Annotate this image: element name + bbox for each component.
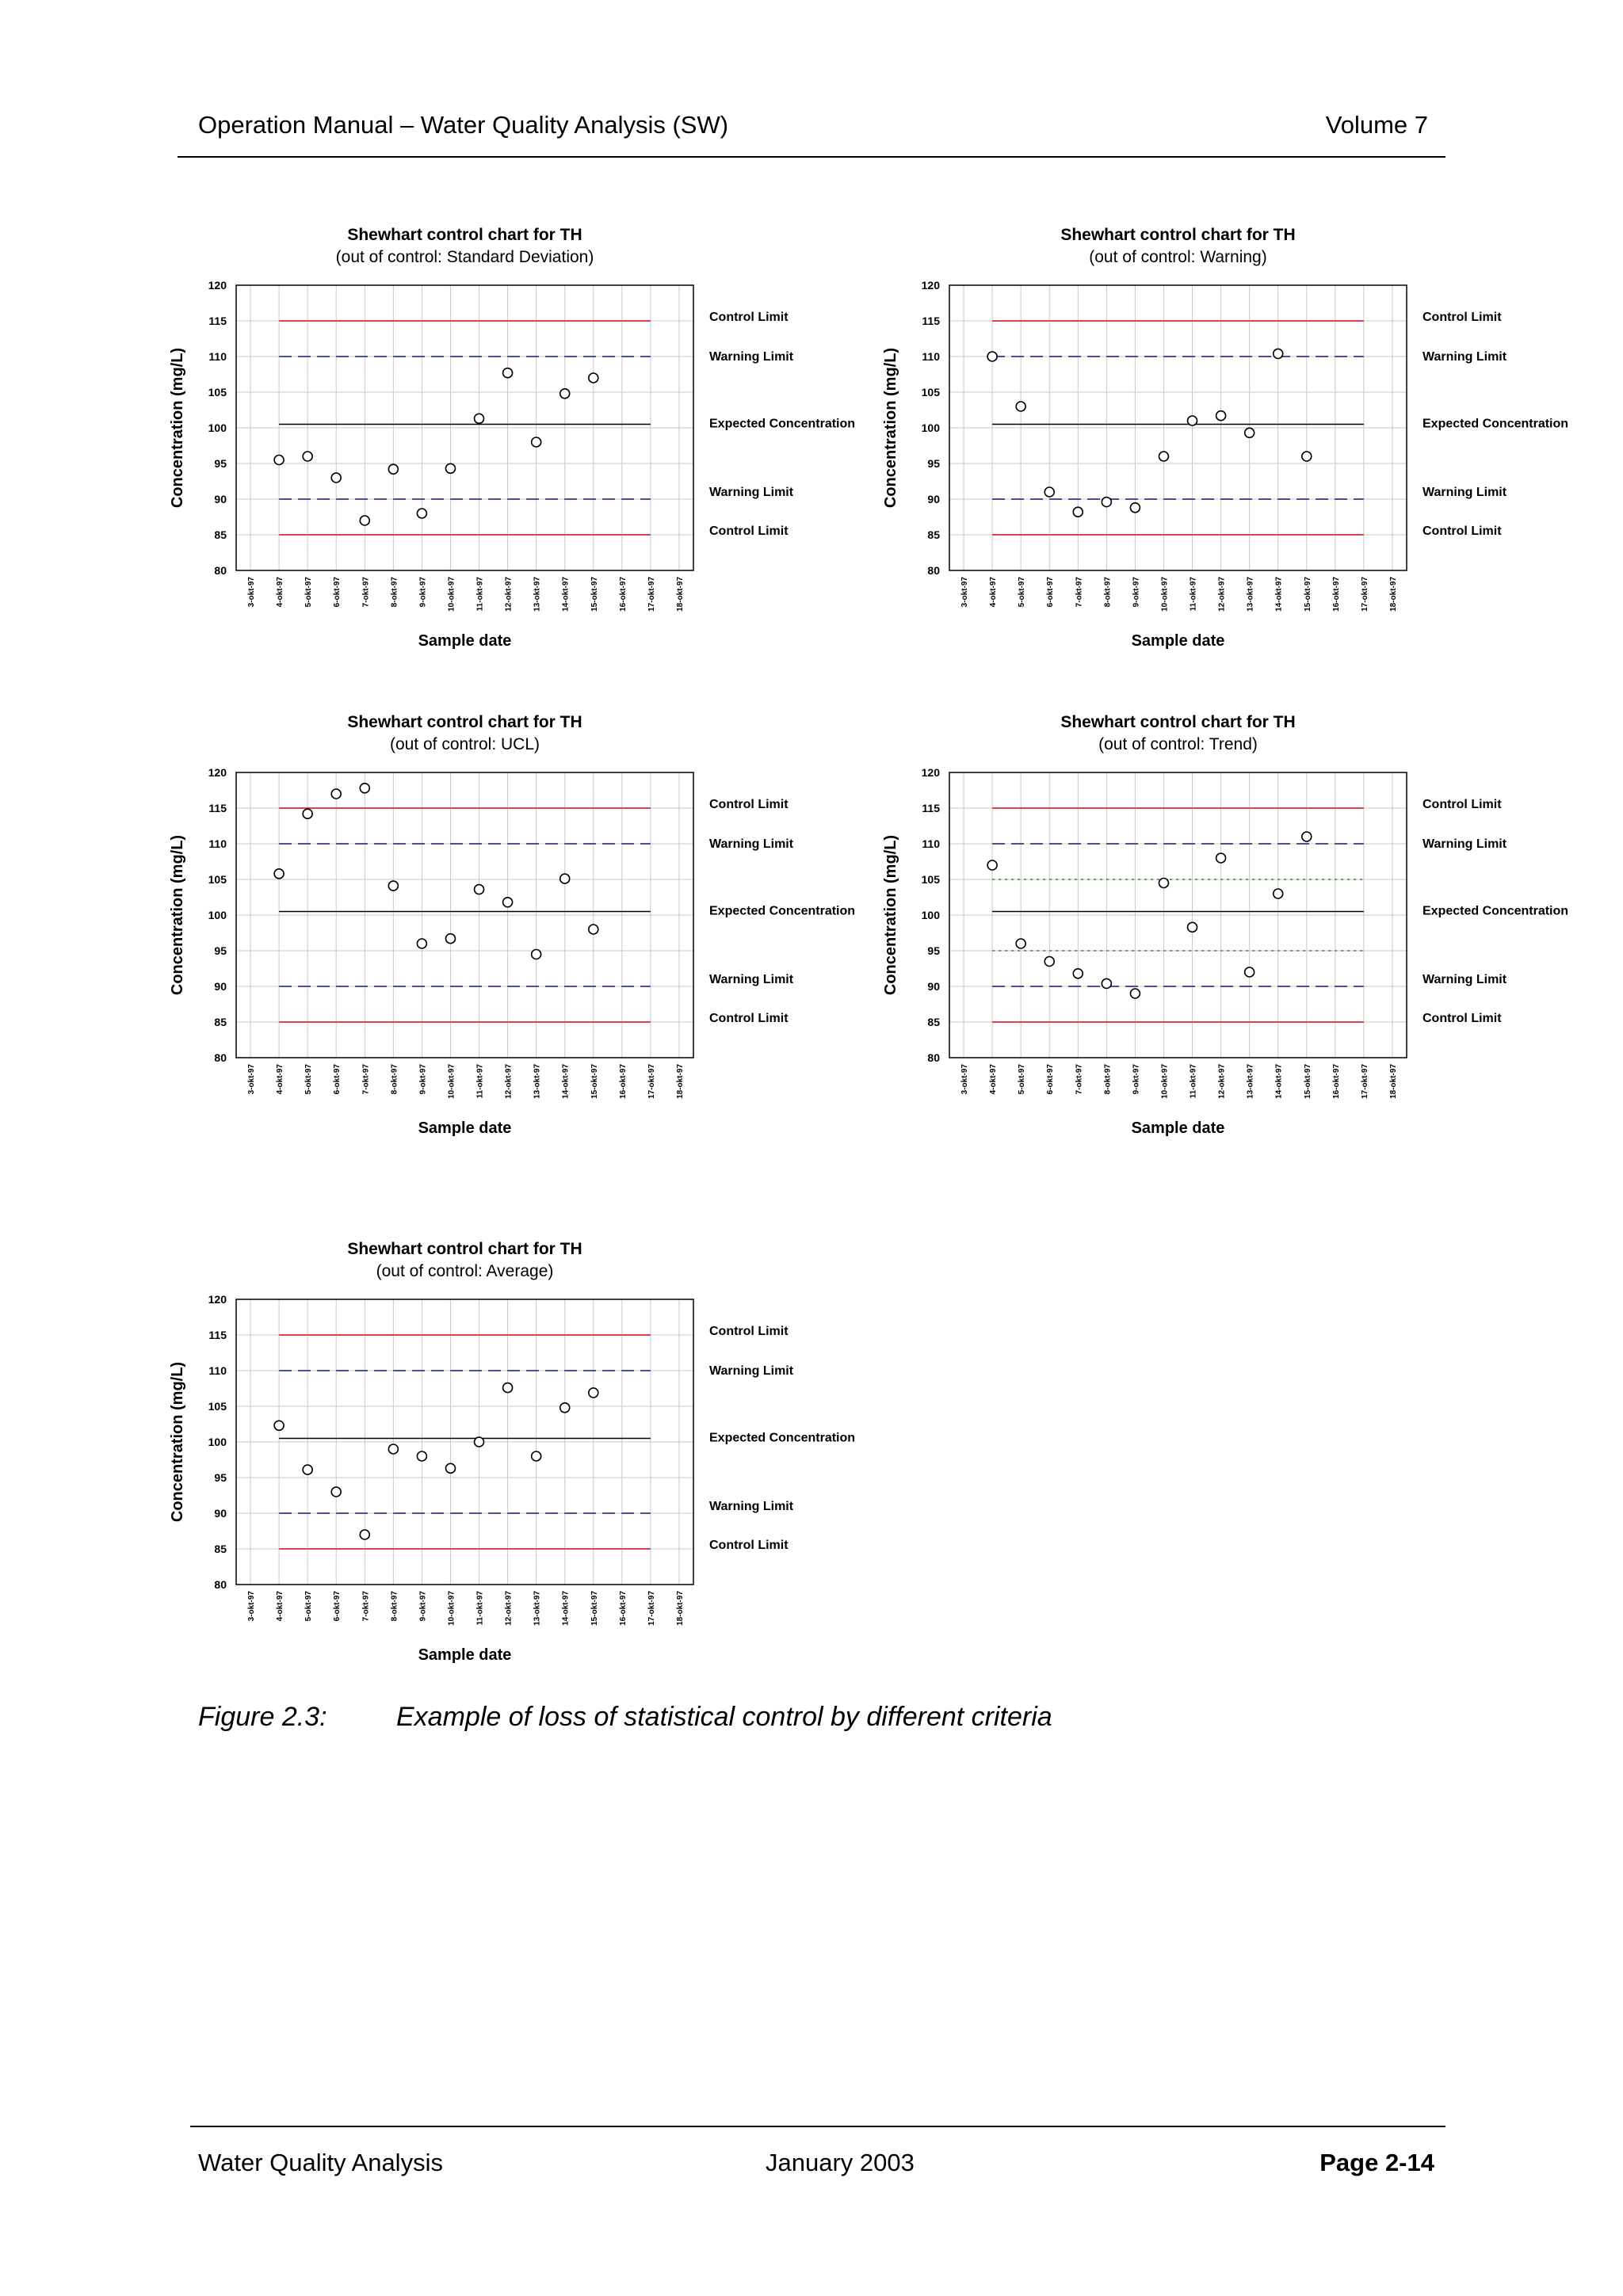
- x-tick-label: 3-okt-97: [960, 577, 970, 608]
- x-tick-label: 13-okt-97: [1246, 1064, 1255, 1099]
- y-tick-label: 105: [921, 873, 940, 886]
- chart-title: Shewhart control chart for TH: [347, 1240, 582, 1258]
- x-tick-label: 5-okt-97: [304, 577, 314, 608]
- x-tick-label: 6-okt-97: [333, 577, 342, 608]
- y-tick-label: 85: [927, 528, 940, 541]
- data-point: [1044, 487, 1054, 497]
- x-tick-label: 6-okt-97: [1046, 577, 1056, 608]
- x-tick-label: 8-okt-97: [1103, 577, 1113, 608]
- x-tick-label: 6-okt-97: [333, 1064, 342, 1095]
- x-tick-label: 5-okt-97: [304, 1591, 314, 1622]
- x-tick-label: 6-okt-97: [1046, 1064, 1056, 1095]
- data-point: [560, 1403, 570, 1413]
- line-label: Control Limit: [709, 1325, 789, 1338]
- x-tick-label: 11-okt-97: [1189, 577, 1198, 612]
- x-tick-label: 14-okt-97: [1274, 577, 1284, 612]
- y-tick-label: 105: [921, 386, 940, 399]
- data-point: [589, 1388, 598, 1398]
- y-tick-label: 105: [208, 1400, 227, 1413]
- x-tick-label: 8-okt-97: [390, 1591, 399, 1622]
- y-tick-label: 80: [214, 1051, 227, 1064]
- line-label: Control Limit: [1423, 798, 1502, 811]
- line-label: Warning Limit: [709, 837, 794, 851]
- x-axis-label: Sample date: [418, 1646, 512, 1664]
- x-tick-label: 11-okt-97: [1189, 1064, 1198, 1099]
- x-axis-label: Sample date: [1131, 632, 1225, 650]
- x-tick-label: 16-okt-97: [618, 577, 628, 612]
- x-tick-label: 11-okt-97: [475, 1591, 485, 1626]
- data-point: [1274, 349, 1283, 358]
- data-point: [1130, 503, 1140, 513]
- line-label: Warning Limit: [1423, 973, 1507, 986]
- data-point: [532, 437, 541, 447]
- x-tick-label: 13-okt-97: [533, 577, 542, 612]
- x-tick-label: 5-okt-97: [1018, 1064, 1027, 1095]
- chart-subtitle: (out of control: Warning): [1089, 248, 1267, 266]
- x-tick-label: 5-okt-97: [304, 1064, 314, 1095]
- x-tick-label: 9-okt-97: [418, 1591, 428, 1622]
- data-point: [1188, 922, 1197, 932]
- data-point: [1102, 498, 1111, 507]
- y-tick-label: 110: [208, 1364, 227, 1377]
- y-tick-label: 90: [927, 493, 940, 505]
- x-tick-label: 18-okt-97: [1388, 577, 1398, 612]
- data-point: [1302, 832, 1312, 841]
- control-chart-average: [158, 1232, 856, 1676]
- data-point: [388, 881, 398, 891]
- x-tick-label: 9-okt-97: [418, 577, 428, 608]
- y-tick-label: 120: [208, 279, 227, 292]
- x-tick-label: 7-okt-97: [1075, 1064, 1084, 1095]
- x-tick-label: 17-okt-97: [1360, 577, 1369, 612]
- data-point: [1216, 853, 1226, 863]
- x-tick-label: 10-okt-97: [447, 1591, 456, 1626]
- line-label: Expected Concentration: [1423, 417, 1569, 431]
- line-label: Control Limit: [709, 311, 789, 324]
- y-tick-label: 80: [927, 564, 940, 577]
- x-tick-label: 3-okt-97: [960, 1064, 970, 1095]
- line-label: Control Limit: [1423, 311, 1502, 324]
- x-tick-label: 8-okt-97: [390, 577, 399, 608]
- x-tick-label: 8-okt-97: [1103, 1064, 1113, 1095]
- x-tick-label: 16-okt-97: [618, 1591, 628, 1626]
- y-tick-label: 80: [214, 564, 227, 577]
- y-tick-label: 90: [214, 493, 227, 505]
- data-point: [417, 939, 426, 948]
- x-tick-label: 3-okt-97: [247, 577, 257, 608]
- x-tick-label: 12-okt-97: [1217, 1064, 1227, 1099]
- x-tick-label: 12-okt-97: [504, 1064, 514, 1099]
- data-point: [589, 925, 598, 934]
- data-point: [475, 1437, 484, 1447]
- x-tick-label: 16-okt-97: [1331, 1064, 1341, 1099]
- data-point: [1102, 978, 1111, 988]
- x-tick-label: 13-okt-97: [533, 1064, 542, 1099]
- y-tick-label: 95: [214, 1471, 227, 1484]
- x-tick-label: 12-okt-97: [1217, 577, 1227, 612]
- x-tick-label: 14-okt-97: [561, 577, 571, 612]
- y-tick-label: 100: [208, 1436, 227, 1448]
- x-tick-label: 3-okt-97: [247, 1591, 257, 1622]
- x-axis-label: Sample date: [418, 1119, 512, 1137]
- chart-title: Shewhart control chart for TH: [347, 226, 582, 244]
- x-tick-label: 15-okt-97: [590, 1591, 599, 1626]
- x-tick-label: 7-okt-97: [361, 1591, 371, 1622]
- data-point: [1302, 452, 1312, 461]
- x-tick-label: 4-okt-97: [989, 1064, 999, 1095]
- y-tick-label: 85: [927, 1016, 940, 1028]
- control-chart-ucl: [158, 705, 872, 1149]
- y-tick-label: 105: [208, 873, 227, 886]
- x-tick-label: 17-okt-97: [1360, 1064, 1369, 1099]
- data-point: [1245, 967, 1254, 977]
- data-point: [360, 784, 369, 793]
- y-tick-label: 85: [214, 528, 227, 541]
- y-axis-label: Concentration (mg/L): [169, 1361, 186, 1523]
- data-point: [560, 874, 570, 883]
- line-label: Expected Concentration: [1423, 904, 1569, 918]
- y-tick-label: 95: [927, 457, 940, 470]
- line-label: Warning Limit: [709, 1364, 794, 1378]
- data-point: [274, 869, 284, 879]
- x-axis-label: Sample date: [418, 632, 512, 650]
- x-tick-label: 4-okt-97: [989, 577, 999, 608]
- y-tick-label: 110: [208, 350, 227, 363]
- line-label: Warning Limit: [1423, 486, 1507, 499]
- data-point: [303, 452, 312, 461]
- line-label: Expected Concentration: [709, 904, 856, 918]
- chart-title: Shewhart control chart for TH: [1060, 713, 1296, 731]
- y-tick-label: 120: [208, 766, 227, 779]
- data-point: [1130, 989, 1140, 998]
- x-tick-label: 10-okt-97: [1160, 1064, 1170, 1099]
- x-tick-label: 8-okt-97: [390, 1064, 399, 1095]
- data-point: [560, 389, 570, 399]
- data-point: [503, 368, 513, 378]
- y-tick-label: 90: [927, 980, 940, 993]
- line-label: Control Limit: [709, 1012, 789, 1025]
- x-tick-label: 4-okt-97: [276, 577, 285, 608]
- data-point: [1073, 507, 1083, 517]
- data-point: [475, 885, 484, 894]
- data-point: [532, 1451, 541, 1461]
- footer-date: January 2003: [766, 2149, 915, 2176]
- line-label: Warning Limit: [1423, 350, 1507, 364]
- y-tick-label: 120: [208, 1293, 227, 1306]
- data-point: [1073, 969, 1083, 978]
- y-tick-label: 80: [214, 1578, 227, 1591]
- y-tick-label: 100: [208, 421, 227, 434]
- data-point: [274, 456, 284, 465]
- data-point: [445, 1463, 455, 1473]
- x-tick-label: 14-okt-97: [561, 1591, 571, 1626]
- x-tick-label: 10-okt-97: [447, 1064, 456, 1099]
- line-label: Warning Limit: [709, 1500, 794, 1513]
- y-tick-label: 110: [922, 350, 940, 363]
- chart-title: Shewhart control chart for TH: [1060, 226, 1296, 244]
- y-tick-label: 90: [214, 980, 227, 993]
- data-point: [1274, 889, 1283, 898]
- y-axis-label: Concentration (mg/L): [882, 347, 899, 509]
- data-point: [360, 516, 369, 525]
- line-label: Expected Concentration: [709, 417, 856, 431]
- x-tick-label: 9-okt-97: [1132, 1064, 1141, 1095]
- data-point: [1016, 939, 1025, 948]
- y-tick-label: 95: [214, 457, 227, 470]
- figure-label: Figure 2.3:: [198, 1702, 327, 1732]
- chart-subtitle: (out of control: Trend): [1098, 735, 1258, 753]
- x-tick-label: 15-okt-97: [1303, 1064, 1312, 1099]
- line-label: Warning Limit: [709, 973, 794, 986]
- x-axis-label: Sample date: [1131, 1119, 1225, 1137]
- chart-subtitle: (out of control: UCL): [389, 735, 540, 753]
- data-point: [475, 414, 484, 423]
- data-point: [1044, 957, 1054, 967]
- y-tick-label: 105: [208, 386, 227, 399]
- x-tick-label: 18-okt-97: [675, 1591, 685, 1626]
- y-axis-label: Concentration (mg/L): [169, 347, 186, 509]
- line-label: Warning Limit: [1423, 837, 1507, 851]
- data-point: [1188, 416, 1197, 425]
- data-point: [503, 898, 513, 907]
- x-tick-label: 5-okt-97: [1018, 577, 1027, 608]
- x-tick-label: 15-okt-97: [590, 577, 599, 612]
- footer-title: Water Quality Analysis: [198, 2149, 443, 2176]
- y-tick-label: 85: [214, 1543, 227, 1555]
- line-label: Warning Limit: [709, 486, 794, 499]
- header-title: Operation Manual – Water Quality Analysis (SW): [198, 111, 729, 139]
- y-tick-label: 90: [214, 1507, 227, 1520]
- x-tick-label: 7-okt-97: [361, 577, 371, 608]
- y-tick-label: 115: [922, 802, 940, 814]
- x-tick-label: 17-okt-97: [647, 577, 656, 612]
- x-tick-label: 17-okt-97: [647, 1064, 656, 1099]
- y-tick-label: 95: [214, 944, 227, 957]
- data-point: [331, 1487, 341, 1497]
- x-tick-label: 18-okt-97: [675, 577, 685, 612]
- line-label: Control Limit: [1423, 524, 1502, 538]
- y-tick-label: 120: [921, 766, 940, 779]
- data-point: [303, 1465, 312, 1474]
- x-tick-label: 10-okt-97: [1160, 577, 1170, 612]
- x-tick-label: 16-okt-97: [618, 1064, 628, 1099]
- data-point: [303, 809, 312, 818]
- data-point: [445, 463, 455, 473]
- y-tick-label: 80: [927, 1051, 940, 1064]
- y-tick-label: 115: [922, 315, 940, 327]
- y-tick-label: 115: [208, 315, 227, 327]
- data-point: [1216, 411, 1226, 421]
- y-tick-label: 115: [208, 1329, 227, 1341]
- y-tick-label: 100: [921, 909, 940, 921]
- data-point: [331, 789, 341, 799]
- x-tick-label: 6-okt-97: [333, 1591, 342, 1622]
- y-tick-label: 100: [921, 421, 940, 434]
- data-point: [331, 473, 341, 482]
- x-tick-label: 4-okt-97: [276, 1591, 285, 1622]
- control-chart-warning: [872, 218, 1585, 662]
- data-point: [388, 464, 398, 474]
- y-axis-label: Concentration (mg/L): [882, 834, 899, 996]
- data-point: [1245, 428, 1254, 437]
- data-point: [417, 1451, 426, 1461]
- x-tick-label: 13-okt-97: [533, 1591, 542, 1626]
- x-tick-label: 4-okt-97: [276, 1064, 285, 1095]
- line-label: Control Limit: [709, 798, 789, 811]
- x-tick-label: 15-okt-97: [590, 1064, 599, 1099]
- x-tick-label: 12-okt-97: [504, 1591, 514, 1626]
- line-label: Expected Concentration: [709, 1431, 856, 1445]
- footer-divider: [190, 2126, 1445, 2127]
- data-point: [1159, 879, 1168, 888]
- x-tick-label: 12-okt-97: [504, 577, 514, 612]
- line-label: Control Limit: [709, 524, 789, 538]
- x-tick-label: 11-okt-97: [475, 577, 485, 612]
- x-tick-label: 9-okt-97: [418, 1064, 428, 1095]
- x-tick-label: 10-okt-97: [447, 577, 456, 612]
- x-tick-label: 18-okt-97: [1388, 1064, 1398, 1099]
- y-tick-label: 85: [214, 1016, 227, 1028]
- control-chart-trend: [872, 705, 1585, 1149]
- x-tick-label: 7-okt-97: [361, 1064, 371, 1095]
- header-volume: Volume 7: [1325, 111, 1428, 139]
- x-tick-label: 14-okt-97: [1274, 1064, 1284, 1099]
- data-point: [274, 1421, 284, 1430]
- data-point: [503, 1383, 513, 1393]
- x-tick-label: 14-okt-97: [561, 1064, 571, 1099]
- line-label: Warning Limit: [709, 350, 794, 364]
- data-point: [589, 373, 598, 383]
- y-tick-label: 110: [208, 837, 227, 850]
- x-tick-label: 7-okt-97: [1075, 577, 1084, 608]
- data-point: [1159, 452, 1168, 461]
- x-tick-label: 9-okt-97: [1132, 577, 1141, 608]
- figure-caption: Example of loss of statistical control by different criteria: [396, 1702, 1052, 1732]
- chart-subtitle: (out of control: Standard Deviation): [335, 248, 594, 266]
- y-tick-label: 100: [208, 909, 227, 921]
- chart-subtitle: (out of control: Average): [376, 1262, 554, 1280]
- x-tick-label: 3-okt-97: [247, 1064, 257, 1095]
- control-chart-standard-deviation: [158, 218, 856, 662]
- data-point: [987, 860, 997, 870]
- data-point: [445, 934, 455, 944]
- page-number: Page 2-14: [1319, 2149, 1434, 2176]
- x-tick-label: 11-okt-97: [475, 1064, 485, 1099]
- x-tick-label: 16-okt-97: [1331, 577, 1341, 612]
- data-point: [532, 950, 541, 959]
- x-tick-label: 18-okt-97: [675, 1064, 685, 1099]
- y-tick-label: 120: [921, 279, 940, 292]
- x-tick-label: 17-okt-97: [647, 1591, 656, 1626]
- y-tick-label: 110: [922, 837, 940, 850]
- line-label: Control Limit: [1423, 1012, 1502, 1025]
- data-point: [417, 509, 426, 518]
- data-point: [360, 1530, 369, 1539]
- data-point: [388, 1444, 398, 1454]
- x-tick-label: 15-okt-97: [1303, 577, 1312, 612]
- data-point: [1016, 402, 1025, 411]
- header-divider: [178, 156, 1445, 158]
- chart-title: Shewhart control chart for TH: [347, 713, 582, 731]
- line-label: Control Limit: [709, 1539, 789, 1552]
- y-axis-label: Concentration (mg/L): [169, 834, 186, 996]
- data-point: [987, 352, 997, 361]
- x-tick-label: 13-okt-97: [1246, 577, 1255, 612]
- y-tick-label: 115: [208, 802, 227, 814]
- y-tick-label: 95: [927, 944, 940, 957]
